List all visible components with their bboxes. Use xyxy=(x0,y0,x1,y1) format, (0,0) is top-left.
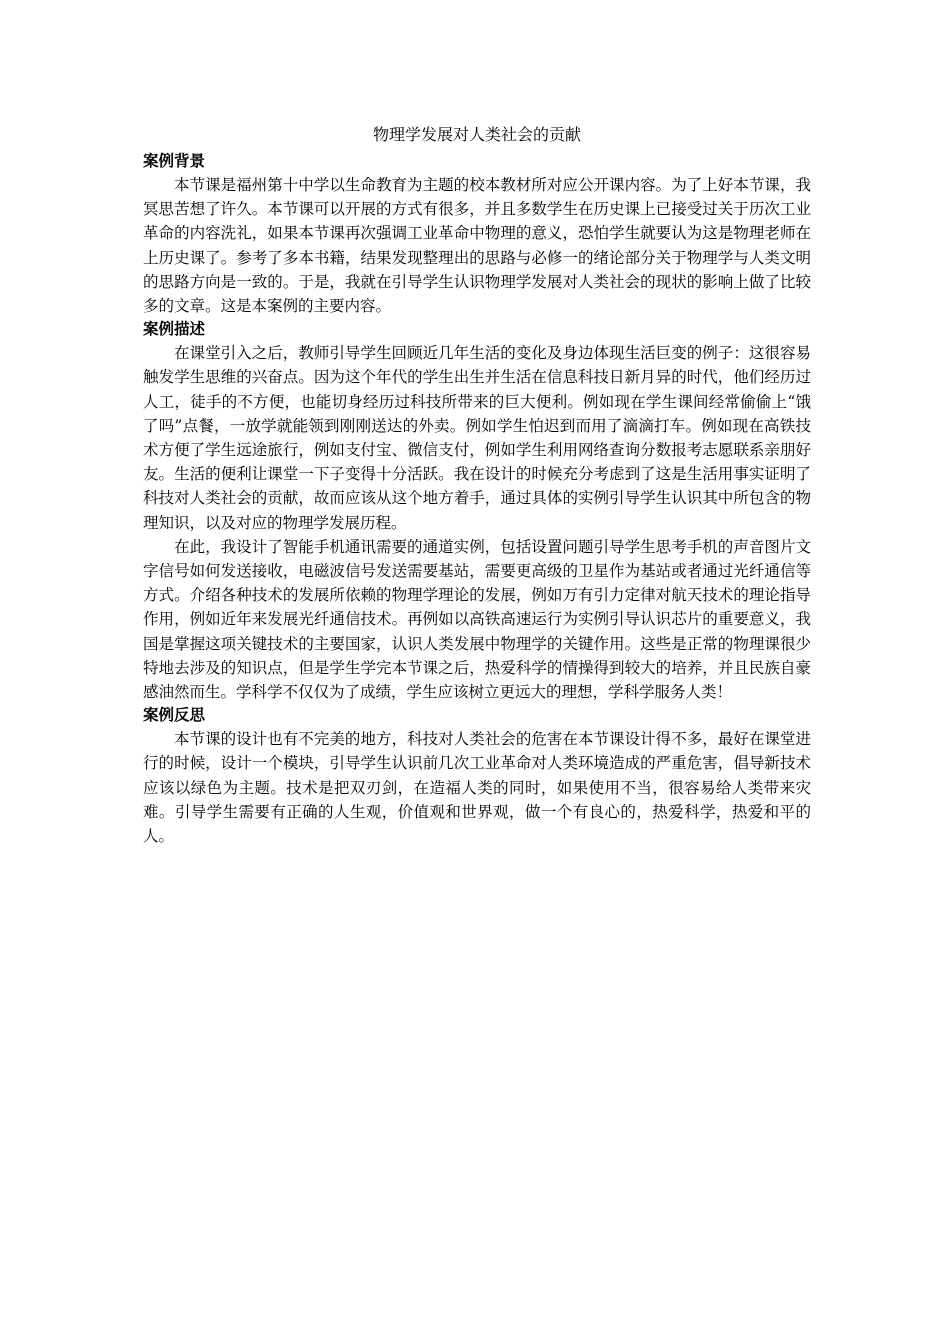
paragraph: 本节课是福州第十中学以生命教育为主题的校本教材所对应公开课内容。为了上好本节课，我冥思苦想了许久。本节课可以开展的方式有很多，并且多数学生在历史课上已接受过关于历次工业革命的内容洗礼，如果本节课再次强调工业革命中物理的意义，恐怕学生就要认为这是物理老师在上历史课了。参考了多本书籍，结果发现整理出的思路与必修一的绪论部分关于物理学与人类文明的思路方向是一致的。于是，我就在引导学生认识物理学发展对人类社会的现状的影响上做了比较多的文章。这是本案例的主要内容。 xyxy=(143,176,811,316)
section-heading-reflection: 案例反思 xyxy=(143,706,206,725)
document-title: 物理学发展对人类社会的贡献 xyxy=(372,125,581,144)
paragraph: 在课堂引入之后，教师引导学生回顾近几年生活的变化及身边体现生活巨变的例子：这很容易触发学生思维的兴奋点。因为这个年代的学生出生并生活在信息科技日新月异的时代，他们经历过人工，徒手的不方便，也能切身经历过科技所带来的巨大便利。例如现在学生课间经常偷偷上“饿了吗”点餐，一放学就能领到刚刚送达的外卖。例如学生怕迟到而用了滴滴打车。例如现在高铁技术方便了学生远途旅行，例如支付宝、微信支付，例如学生利用网络查询分数报考志愿联系亲朋好友。生活的便利让课堂一下子变得十分活跃。我在设计的时候充分考虑到了这是生活用事实证明了科技对人类社会的贡献，故而应该从这个地方着手，通过具体的实例引导学生认识其中所包含的物理知识，以及对应的物理学发展历程。 xyxy=(143,344,811,532)
paragraph: 本节课的设计也有不完美的地方，科技对人类社会的危害在本节课设计得不多，最好在课堂进行的时候，设计一个模块，引导学生认识前几次工业革命对人类环境造成的严重危害，倡导新技术应该以绿色为主题。技术是把双刃剑，在造福人类的同时，如果使用不当，很容易给人类带来灾难。引导学生需要有正确的人生观，价值观和世界观，做一个有良心的，热爱科学，热爱和平的人。 xyxy=(143,730,811,846)
section-heading-description: 案例描述 xyxy=(143,320,206,339)
document-page xyxy=(143,124,811,848)
section-reflection xyxy=(143,704,811,848)
paragraph: 在此，我设计了智能手机通讯需要的通道实例，包括设置问题引导学生思考手机的声音图片文字信号如何发送接收，电磁波信号发送需要基站，需要更高级的卫星作为基站或者通过光纤通信等方式。介绍各种技术的发展所依赖的物理学理论的发展，例如万有引力定律对航天技术的理论指导作用，例如近年来发展光纤通信技术。再例如以高铁高速运行为实例引导认识芯片的重要意义，我国是掌握这项关键技术的主要国家，认识人类发展中物理学的关键作用。这些是正常的物理课很少特地去涉及的知识点，但是学生学完本节课之后，热爱科学的情操得到较大的培养，并且民族自豪感油然而生。学科学不仅仅为了成绩，学生应该树立更远大的理想，学科学服务人类！ xyxy=(143,537,811,702)
section-background xyxy=(143,150,811,318)
section-description xyxy=(143,318,811,704)
section-heading-background: 案例背景 xyxy=(143,152,206,170)
